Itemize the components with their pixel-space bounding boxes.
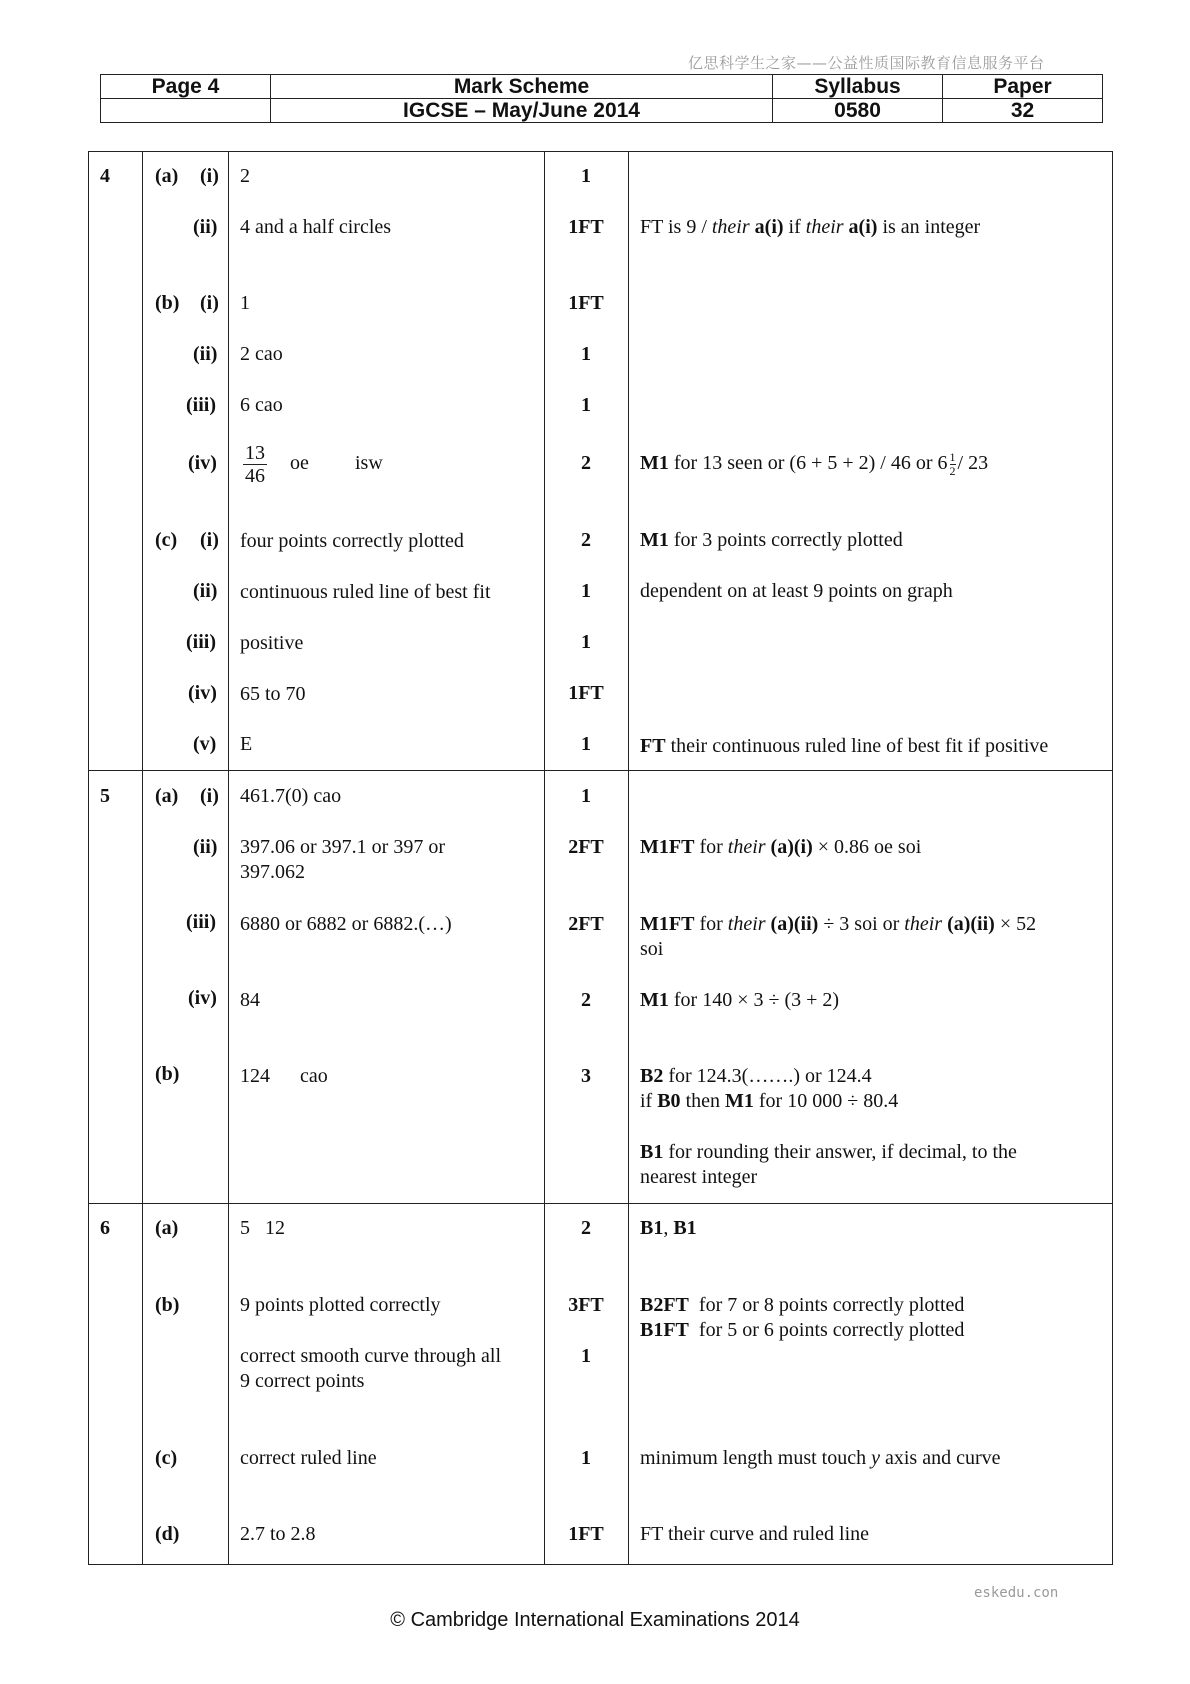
q6-b-answer-2-line1: correct smooth curve through all	[240, 1345, 502, 1367]
q6-a-answer: 5 12	[240, 1217, 285, 1239]
q6-b-guidance-2: B1FT for 5 or 6 points correctly plotted	[640, 1319, 965, 1341]
q6-d-answer: 2.7 to 2.8	[240, 1523, 316, 1545]
fraction-denominator: 46	[245, 465, 265, 487]
header-paper: 32	[943, 99, 1103, 123]
q4-c-v-answer: E	[240, 733, 253, 755]
header-syllabus-label: Syllabus	[773, 75, 943, 99]
q6-b-mark-1: 3FT	[568, 1294, 604, 1316]
q4-c-ii-answer: continuous ruled line of best fit	[240, 581, 491, 603]
q4-c-i-label: (i)	[200, 529, 219, 551]
q5-b-guidance-4: nearest integer	[640, 1166, 758, 1188]
q5-b-mark: 3	[581, 1065, 591, 1087]
col-divider	[628, 152, 629, 1564]
q4-c-ii-guidance: dependent on at least 9 points on graph	[640, 580, 953, 602]
q4-c-iv-mark: 1FT	[568, 682, 604, 704]
q5-a-i-label: (i)	[200, 785, 219, 807]
q4-b-iii-mark: 1	[581, 394, 591, 416]
q4-c-iv-answer: 65 to 70	[240, 683, 306, 705]
q5-b-guidance-1: B2 for 124.3(…….) or 124.4	[640, 1065, 872, 1087]
q6-number: 6	[100, 1217, 110, 1239]
q4-c-iii-mark: 1	[581, 631, 591, 653]
q5-a-label: (a)	[155, 785, 179, 807]
col-divider	[228, 152, 229, 1564]
header-page: Page 4	[101, 75, 271, 99]
q4-a-label: (a)	[155, 165, 179, 187]
q4-b-label: (b)	[155, 292, 180, 314]
q4-c-iii-answer: positive	[240, 632, 304, 654]
q5-a-iii-label: (iii)	[186, 911, 216, 933]
q4-a-i-answer: 2	[240, 165, 250, 187]
q5-a-iii-mark: 2FT	[568, 913, 604, 935]
q6-d-guidance: FT their curve and ruled line	[640, 1523, 870, 1545]
header-paper-label: Paper	[943, 75, 1103, 99]
header-syllabus: 0580	[773, 99, 943, 123]
q4-b-iv-guidance: M1 for 13 seen or (6 + 5 + 2) / 46 or 6 $\frac{1}{2}$ / 23	[640, 449, 989, 478]
header-empty	[101, 99, 271, 123]
q5-b-answer: 124	[240, 1065, 270, 1087]
q5-a-ii-guidance: M1FT for their (a)(i) × 0.86 oe soi	[640, 836, 922, 858]
q4-b-i-label: (i)	[200, 292, 219, 314]
watermark-top: 亿思科学生之家——公益性质国际教育信息服务平台	[688, 54, 1045, 72]
q5-b-guidance-3: B1 for rounding their answer, if decimal, to the	[640, 1141, 1017, 1163]
q4-c-ii-mark: 1	[581, 580, 591, 602]
q4-b-iv-label: (iv)	[188, 452, 217, 474]
q4-number: 4	[100, 165, 110, 187]
q4-c-v-mark: 1	[581, 733, 591, 755]
q4-a-ii-mark: 1FT	[568, 216, 604, 238]
q6-b-mark-2: 1	[581, 1345, 591, 1367]
q4-b-iii-label: (iii)	[186, 394, 216, 416]
q4-c-v-guidance: FT their continuous ruled line of best fit if positive	[640, 735, 1049, 757]
q4-c-ii-label: (ii)	[193, 580, 218, 602]
q6-c-label: (c)	[155, 1447, 178, 1469]
q4-b-i-mark: 1FT	[568, 292, 604, 314]
mark-scheme-table	[88, 151, 1113, 1565]
q4-b-iv-oe: oe	[290, 452, 309, 474]
header-title: Mark Scheme	[271, 75, 773, 99]
q4-c-i-mark: 2	[581, 529, 591, 551]
q6-b-answer-1: 9 points plotted correctly	[240, 1294, 441, 1316]
q4-c-i-guidance: M1 for 3 points correctly plotted	[640, 529, 903, 551]
q6-a-mark: 2	[581, 1217, 591, 1239]
q5-a-iv-mark: 2	[581, 989, 591, 1011]
q4-b-iii-answer: 6 cao	[240, 394, 283, 416]
q4-b-ii-answer: 2 cao	[240, 343, 283, 365]
q4-b-iv-fraction	[243, 442, 267, 487]
q4-a-ii-guidance: FT is 9 / their a(i) if their a(i) is an integer	[640, 216, 981, 238]
q5-b-cao: cao	[300, 1065, 328, 1087]
q4-a-ii-label: (ii)	[193, 216, 218, 238]
q4-b-ii-mark: 1	[581, 343, 591, 365]
q5-a-iii-guidance-line2: soi	[640, 938, 664, 960]
q4-b-ii-label: (ii)	[193, 343, 218, 365]
q6-c-mark: 1	[581, 1447, 591, 1469]
q6-d-label: (d)	[155, 1523, 180, 1545]
footer-copyright: © Cambridge International Examinations 2014	[390, 1609, 800, 1631]
fraction-numerator: 13	[245, 442, 265, 464]
col-divider	[142, 152, 143, 1564]
watermark-bottom: eskedu.con	[974, 1585, 1059, 1601]
q5-a-iii-answer: 6880 or 6882 or 6882.(…)	[240, 913, 452, 935]
q5-a-iv-guidance: M1 for 140 × 3 ÷ (3 + 2)	[640, 989, 840, 1011]
q6-b-guidance-1: B2FT for 7 or 8 points correctly plotted	[640, 1294, 965, 1316]
q4-b-iv-mark: 2	[581, 452, 591, 474]
q4-a-i-label: (i)	[200, 165, 219, 187]
q5-a-ii-answer-line2: 397.062	[240, 861, 305, 883]
q5-a-i-answer: 461.7(0) cao	[240, 785, 342, 807]
q6-d-mark: 1FT	[568, 1523, 604, 1545]
row-divider	[89, 1203, 1112, 1204]
q4-b-iv-isw: isw	[355, 452, 383, 474]
header-exam: IGCSE – May/June 2014	[271, 99, 773, 123]
q4-b-i-answer: 1	[240, 292, 250, 314]
q5-a-ii-mark: 2FT	[568, 836, 604, 858]
q4-c-iv-label: (iv)	[188, 682, 217, 704]
q5-a-ii-label: (ii)	[193, 836, 218, 858]
header-table	[100, 74, 1103, 123]
q5-b-guidance-2: if B0 then M1 for 10 000 ÷ 80.4	[640, 1090, 899, 1112]
q5-a-iv-answer: 84	[240, 989, 260, 1011]
q5-a-iv-label: (iv)	[188, 987, 217, 1009]
q4-a-i-mark: 1	[581, 165, 591, 187]
q6-c-guidance: minimum length must touch y axis and curve	[640, 1447, 1001, 1469]
q4-a-ii-answer: 4 and a half circles	[240, 216, 392, 238]
q4-c-label: (c)	[155, 529, 178, 551]
q5-a-iii-guidance: M1FT for their (a)(ii) ÷ 3 soi or their (a)(ii) × 52	[640, 913, 1037, 935]
q6-a-guidance: B1, B1	[640, 1217, 697, 1239]
q5-a-i-mark: 1	[581, 785, 591, 807]
q6-c-answer: correct ruled line	[240, 1447, 377, 1469]
q6-a-label: (a)	[155, 1217, 179, 1239]
q4-c-i-answer: four points correctly plotted	[240, 530, 464, 552]
q5-b-label: (b)	[155, 1063, 180, 1085]
q5-a-ii-answer-line1: 397.06 or 397.1 or 397 or	[240, 836, 445, 858]
q6-b-label: (b)	[155, 1294, 180, 1316]
q6-b-answer-2-line2: 9 correct points	[240, 1370, 365, 1392]
row-divider	[89, 770, 1112, 771]
q4-c-v-label: (v)	[193, 733, 217, 755]
q5-number: 5	[100, 785, 110, 807]
q4-c-iii-label: (iii)	[186, 631, 216, 653]
